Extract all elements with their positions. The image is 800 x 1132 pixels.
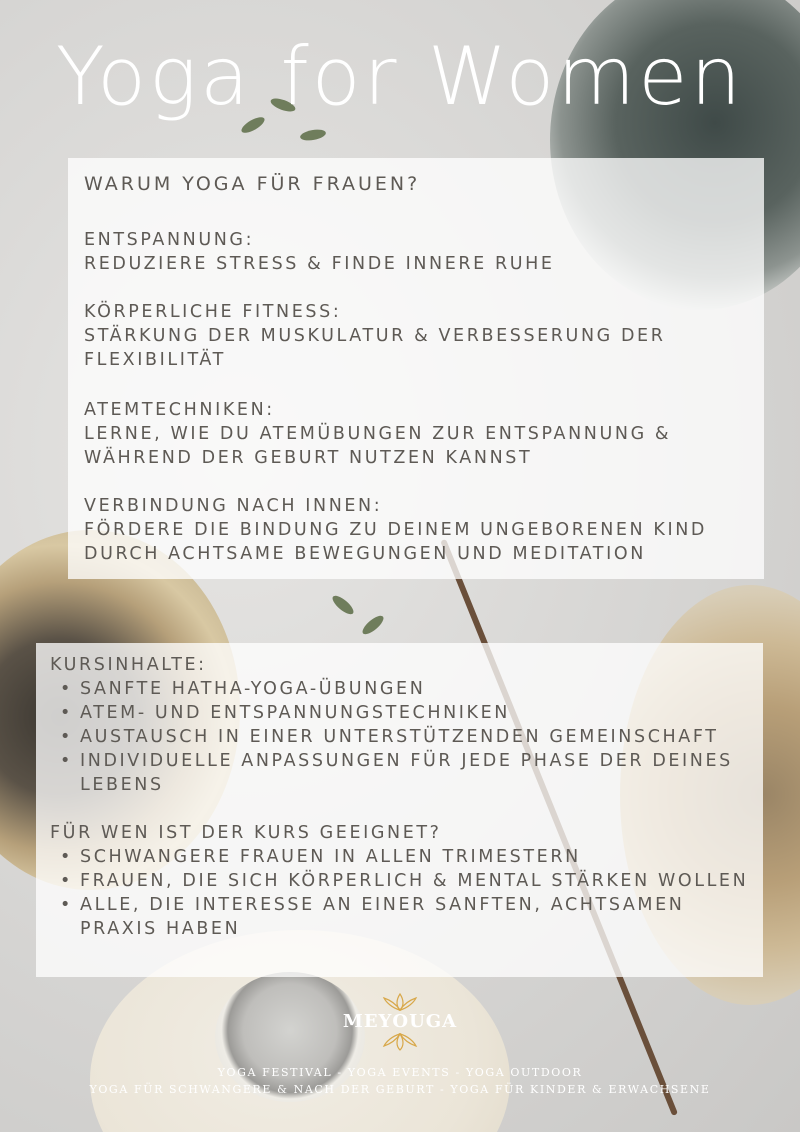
course-contents-list: [50, 677, 755, 797]
leaf-image: [360, 613, 386, 637]
page-title: Yoga for Women: [55, 30, 745, 123]
spacer: [50, 797, 755, 821]
list-item: • ATEM- UND ENTSPANNUNGSTECHNIKEN: [50, 701, 755, 725]
benefit-section: [84, 228, 756, 276]
list-item: • INDIVIDUELLE ANPASSUNGEN FÜR JEDE PHASE DER DEINES LEBENS: [50, 749, 755, 797]
benefit-text: LERNE, WIE DU ATEMÜBUNGEN ZUR ENTSPANNUNG & WÄHREND DER GEBURT NUTZEN KANNST: [84, 424, 672, 468]
footer-line: YOGA FÜR SCHWANGERE & NACH DER GEBURT - YOGA FÜR KINDER & ERWACHSENE: [89, 1083, 711, 1096]
benefit-label: ENTSPANNUNG:: [84, 230, 255, 250]
benefit-section: [84, 494, 756, 566]
benefit-text: STÄRKUNG DER MUSKULATUR & VERBESSERUNG DER FLEXIBILITÄT: [84, 326, 666, 370]
target-group-list: [50, 845, 755, 941]
list-item: • FRAUEN, DIE SICH KÖRPERLICH & MENTAL STÄRKEN WOLLEN: [50, 869, 755, 893]
benefit-section: [84, 398, 756, 470]
list-item: • SANFTE HATHA-YOGA-ÜBUNGEN: [50, 677, 755, 701]
leaf-image: [330, 593, 356, 617]
benefit-section: [84, 300, 756, 372]
benefit-label: ATEMTECHNIKEN:: [84, 400, 275, 420]
benefits-panel: [68, 158, 764, 579]
course-content: [50, 653, 755, 941]
footer-line: YOGA FESTIVAL - YOGA EVENTS - YOGA OUTDOOR: [217, 1066, 583, 1079]
target-group-heading: FÜR WEN IST DER KURS GEEIGNET?: [50, 823, 442, 843]
leaf-image: [299, 128, 326, 142]
list-item: • ALLE, DIE INTERESSE AN EINER SANFTEN, ACHTSAMEN PRAXIS HABEN: [50, 893, 755, 941]
list-item: • AUSTAUSCH IN EINER UNTERSTÜTZENDEN GEMEINSCHAFT: [50, 725, 755, 749]
benefit-text: REDUZIERE STRESS & FINDE INNERE RUHE: [84, 254, 555, 274]
list-item: • SCHWANGERE FRAUEN IN ALLEN TRIMESTERN: [50, 845, 755, 869]
benefit-text: FÖRDERE DIE BINDUNG ZU DEINEM UNGEBORENEN KIND DURCH ACHTSAME BEWEGUNGEN UND MEDITATION: [84, 520, 707, 564]
benefit-label: VERBINDUNG NACH INNEN:: [84, 496, 383, 516]
course-contents-heading: KURSINHALTE:: [50, 655, 207, 675]
benefits-heading: WARUM YOGA FÜR FRAUEN?: [84, 173, 421, 195]
course-panel: [36, 643, 763, 977]
logo-text: MEYOUGA: [342, 1011, 458, 1032]
benefit-label: KÖRPERLICHE FITNESS:: [84, 302, 342, 322]
